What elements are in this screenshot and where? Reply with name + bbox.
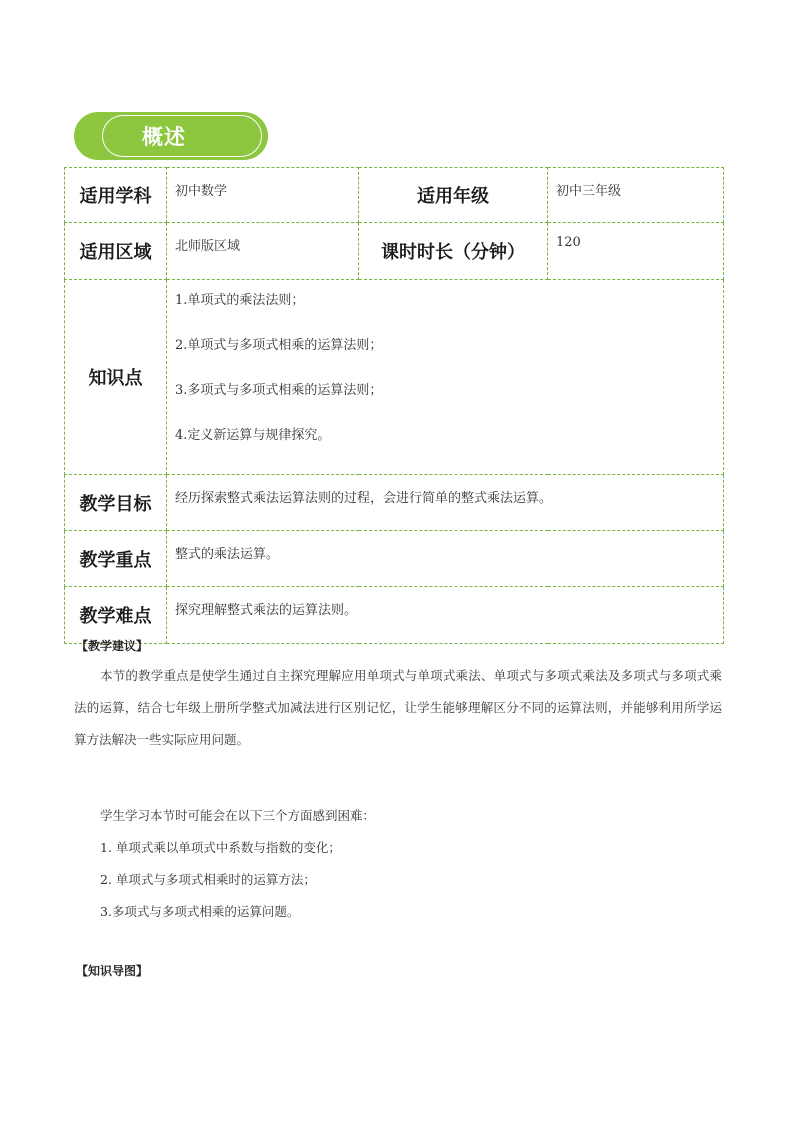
focus-value: 整式的乘法运算。 [167,531,724,587]
difficulty-item: 3.多项式与多项式相乘的运算问题。 [100,904,300,919]
difficulty-value: 探究理解整式乘法的运算法则。 [167,587,724,644]
table-row [65,168,724,223]
goal-label: 教学目标 [65,475,167,531]
mindmap-heading: 【知识导图】 [76,964,149,978]
suggestion-paragraph: 本节的教学重点是使学生通过自主探究理解应用单项式与单项式乘法、单项式与多项式乘法及多项式与多项式乘法的运算，结合七年级上册所学整式加减法进行区别记忆，让学生能够理解区分不同的运算法则，并能够利用所学运算方法解决一些实际应用问题。 [74,668,722,747]
knowledge-item: 1.单项式的乘法法则； [175,293,305,308]
knowledge-item: 3.多项式与多项式相乘的运算法则； [175,383,383,398]
difficulty-intro: 学生学习本节时可能会在以下三个方面感到困难： [100,808,376,823]
subject-value: 初中数学 [167,168,359,223]
region-label: 适用区域 [65,223,167,280]
knowledge-item: 2.单项式与多项式相乘的运算法则； [175,338,383,353]
difficulty-item: 1. 单项式乘以单项式中系数与指数的变化； [100,840,341,855]
region-value: 北师版区域 [167,223,359,280]
difficulty-item: 2. 单项式与多项式相乘时的运算方法； [100,872,316,887]
table-row [65,531,724,587]
subject-label: 适用学科 [65,168,167,223]
knowledge-values [167,280,724,475]
table-row [65,223,724,280]
duration-value: 120 [548,223,724,280]
knowledge-label: 知识点 [65,280,167,475]
suggestion-heading: 【教学建议】 [76,639,149,653]
grade-value: 初中三年级 [548,168,724,223]
section-banner [74,112,268,160]
table-row [65,587,724,644]
grade-label: 适用年级 [359,168,548,223]
table-row [65,280,724,475]
goal-value: 经历探索整式乘法运算法则的过程，会进行简单的整式乘法运算。 [167,475,724,531]
duration-label: 课时时长（分钟） [359,223,548,280]
overview-table [64,167,724,644]
knowledge-item: 4.定义新运算与规律探究。 [175,428,331,443]
difficulty-label: 教学难点 [65,587,167,644]
focus-label: 教学重点 [65,531,167,587]
table-row [65,475,724,531]
banner-title: 概述 [142,125,186,149]
